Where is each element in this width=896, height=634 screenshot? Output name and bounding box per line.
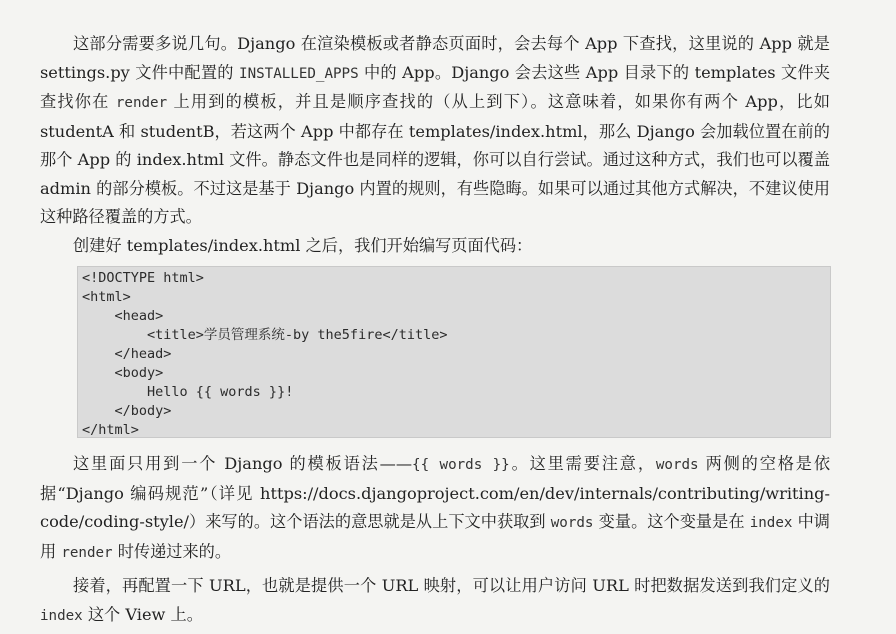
code-block — [77, 266, 831, 438]
code-line: </body> — [82, 403, 172, 419]
text-run: 这里面只用到一个 Django 的模板语法—— — [73, 454, 413, 473]
paragraph-template-lookup — [40, 30, 830, 232]
inline-code: words — [655, 457, 699, 473]
text-run: 中的 App。Django 会去这些 App 目录下的 templates 文件夹查找你在 — [40, 62, 830, 111]
code-line: <html> — [82, 289, 131, 305]
inline-code: index — [40, 607, 83, 624]
code-line: <head> — [82, 308, 164, 324]
code-line: <title>学员管理系统-by the5fire</title> — [82, 327, 448, 343]
inline-code: render — [61, 544, 113, 561]
text-run: 上用到的模板，并且是顺序查找的（从上到下）。这意味着，如果你有两个 App，比如 studentA 和 studentB，若这两个 App 中都存在 templates/index.html，那么 Django 会加载位置在前的那个 App 的 index.html 文件。静态文件也是同样的逻辑，你可以自行尝试。通过这种方式，我们也可以覆盖 admin 的部分模板。不过这是基于 Django 内置的规则，有些隐晦。如果可以通过其他方式解决，不建议使用这种路径覆盖的方式。 — [40, 92, 830, 226]
text-run: 变量。这个变量是在 — [593, 512, 750, 531]
text-run: 时传递过来的。 — [112, 541, 232, 561]
inline-code: index — [749, 515, 793, 531]
paragraph-template-syntax — [40, 450, 830, 567]
inline-code: render — [115, 95, 168, 111]
inline-code: INSTALLED_APPS — [239, 65, 359, 82]
text-run: 这个 View 上。 — [82, 604, 203, 624]
inline-code: words — [550, 515, 594, 531]
code-line: <body> — [82, 365, 164, 381]
text-run: 。这里需要注意， — [509, 454, 656, 473]
paragraph-url-config — [40, 572, 830, 630]
text-run: 接着，再配置一下 URL，也就是提供一个 URL 映射，可以让用户访问 URL 时把数据发送到我们定义的 — [73, 576, 830, 595]
code-line: </html> — [82, 422, 139, 438]
text-run: 这部分需要多说几句。Django 在渲染模板或者静态页面时，会去每个 App 下查找，这里说的 App 就是 settings.py 文件中配置的 — [40, 34, 830, 82]
code-line: Hello {{ words }}! — [82, 384, 294, 400]
text-run: 中调用 — [40, 512, 830, 561]
text-run: 两侧的空格是依据“Django 编码规范”（详见 https://docs.djangoproject.com/en/dev/internals/contributing/writing-code/coding-style/）来写的。这个语法的意思就是从上下文中获取到 — [40, 454, 831, 531]
code-line: <!DOCTYPE html> — [82, 270, 204, 286]
code-line: </head> — [82, 346, 172, 362]
paragraph-create-template: 创建好 templates/index.html 之后，我们开始编写页面代码： — [73, 236, 533, 255]
inline-code: {{ words }} — [412, 457, 510, 473]
